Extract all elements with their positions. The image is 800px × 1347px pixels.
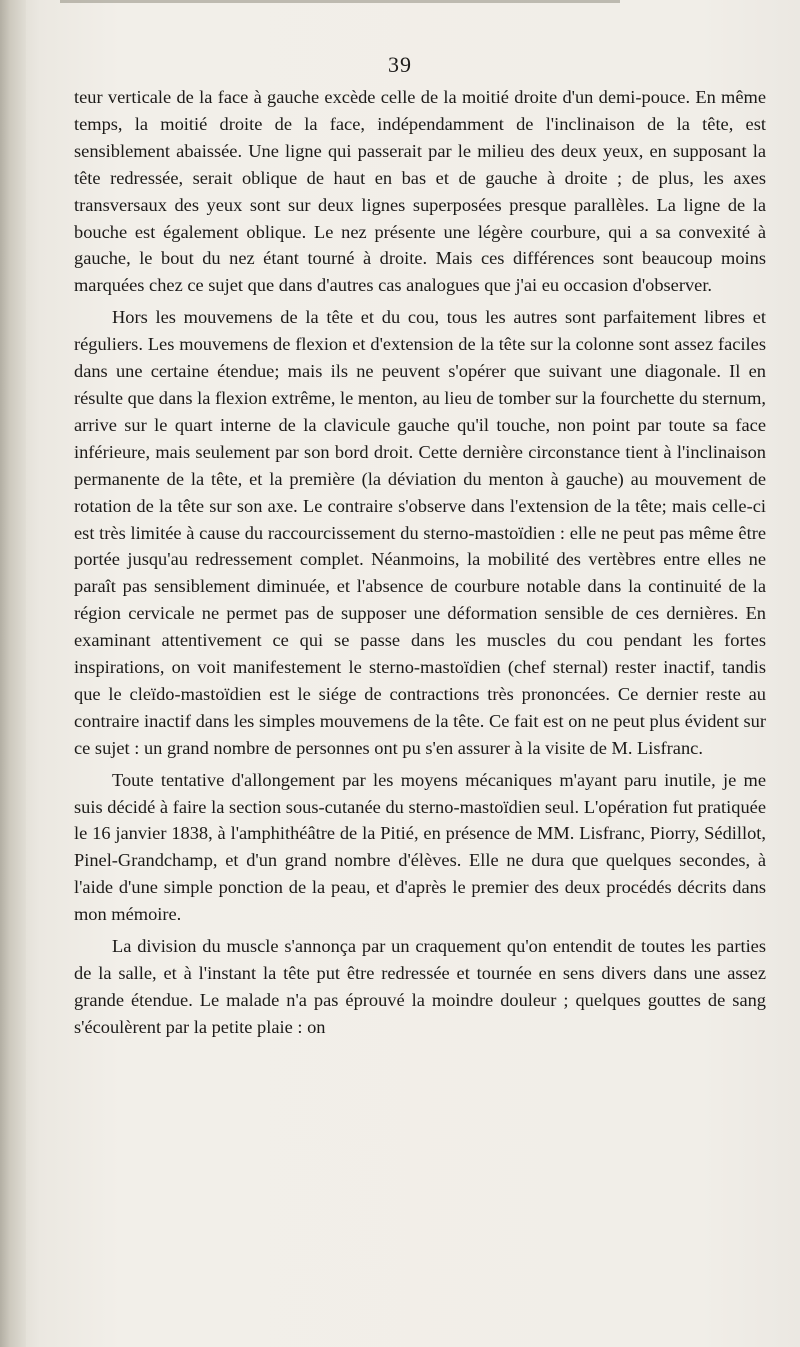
paragraph-face-asymmetry: teur verticale de la face à gauche excède celle de la moitié droite d'un demi-pouce. En même temps, la moitié droite de la face, indépendamment de l'inclinaison de la tête, est sensiblement abaissée. Une ligne qui passerait par le milieu des deux yeux, en supposant la tête redressée, serait oblique de haut en bas et de gauche à droite ; de plus, les axes transversaux des yeux sont sur deux lignes superposées presque parallèles. La ligne de la bouche est également oblique. Le nez présente une légère courbure, qui a sa convexité à gauche, le bout du nez étant tourné à droite. Mais ces différences sont beaucoup moins marquées chez ce sujet que dans d'autres cas analogues que j'ai eu occasion d'observer. (74, 87, 766, 296)
page-top-edge (60, 0, 620, 3)
body-text (74, 84, 766, 1041)
paragraph-muscle-division: La division du muscle s'annonça par un craquement qu'on entendit de toutes les parties de la salle, et à l'instant la tête put être redressée et tournée en sens divers dans une assez grande étendue. Le malade n'a pas éprouvé la moindre douleur ; quelques gouttes de sang s'écoulèrent par la petite plaie : on (74, 936, 766, 1037)
paragraph-operation: Toute tentative d'allongement par les moyens mécaniques m'ayant paru inutile, je me suis décidé à faire la section sous-cutanée du sterno-mastoïdien seul. L'opération fut pratiquée le 16 janvier 1838, à l'amphithéâtre de la Pitié, en présence de MM. Lisfranc, Piorry, Sédillot, Pinel-Grandchamp, et d'un grand nombre d'élèves. Elle ne dura que quelques secondes, à l'aide d'une simple ponction de la peau, et d'après le premier des deux procédés décrits dans mon mémoire. (74, 769, 766, 925)
page-number: 39 (388, 52, 412, 77)
page-binding-shadow (0, 0, 26, 1347)
paragraph-head-movements: Hors les mouvemens de la tête et du cou, tous les autres sont parfaitement libres et réguliers. Les mouvemens de flexion et d'extension de la tête sur la colonne sont assez faciles dans une certaine étendue; mais ils ne peuvent s'opérer que suivant une diagonale. Il en résulte que dans la flexion extrême, le menton, au lieu de tomber sur la fourchette du sternum, arrive sur le quart interne de la clavicule gauche qu'il touche, non point par toute sa face inférieure, mais seulement par son bord droit. Cette dernière circonstance tient à l'inclinaison permanente de la tête, et la première (la déviation du menton à gauche) au mouvement de rotation de la tête sur son axe. Le contraire s'observe dans l'extension de la tête; mais celle-ci est très limitée à cause du raccourcissement du sterno-mastoïdien : elle ne peut pas même être portée jusqu'au redressement complet. Néanmoins, la mobilité des vertèbres entre elles ne paraît pas sensiblement diminuée, et l'absence de courbure notable dans la continuité de la région cervicale ne permet pas de supposer une déformation sensible de ces dernières. En examinant attentivement ce qui se passe dans les muscles du cou pendant les fortes inspirations, on voit manifestement le sterno-mastoïdien (chef sternal) rester inactif, tandis que le cleïdo-mastoïdien est le siége de contractions très prononcées. Ce dernier reste au contraire inactif dans les simples mouvemens de la tête. Ce fait est on ne peut plus évident sur ce sujet : un grand nombre de personnes ont pu s'en assurer à la visite de M. Lisfranc. (74, 307, 766, 758)
